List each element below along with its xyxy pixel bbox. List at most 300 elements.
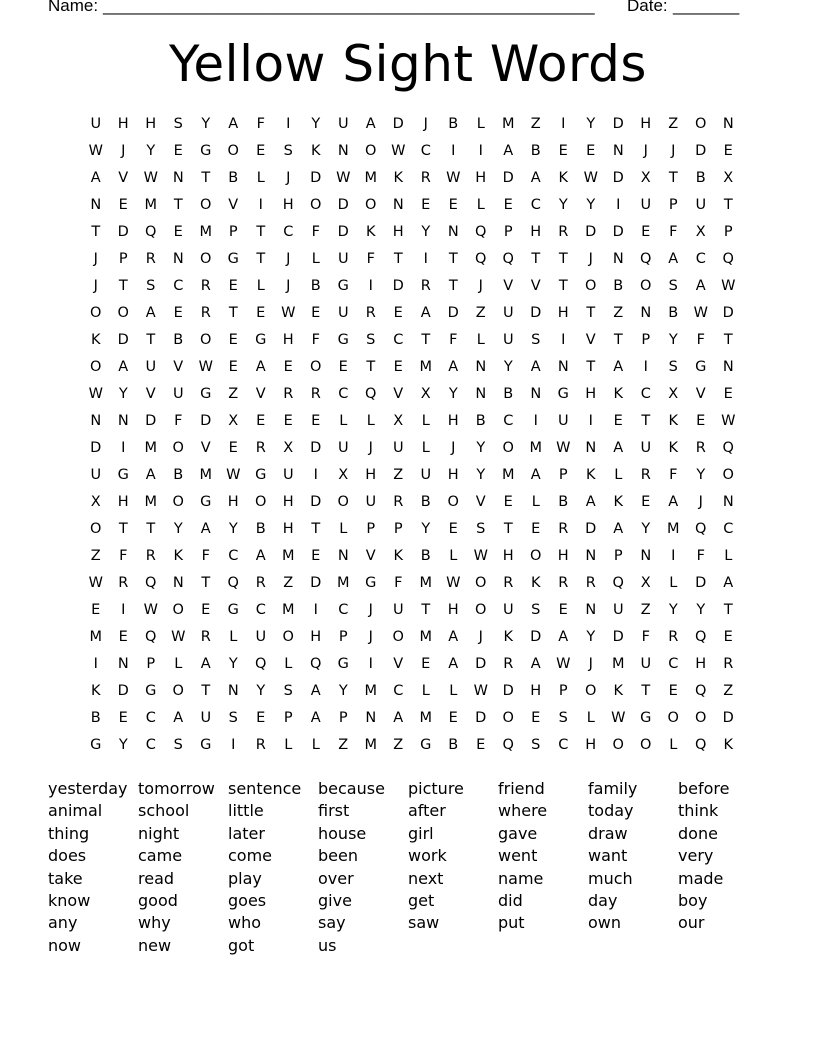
grid-letter: G (640, 710, 652, 726)
grid-letter: B (173, 467, 184, 483)
grid-letter: C (393, 332, 404, 348)
word-list-item: went (498, 846, 538, 866)
word-list-item: little (228, 801, 264, 821)
grid-letter: B (613, 278, 624, 294)
grid-letter: O (695, 116, 707, 132)
grid-letter: S (173, 737, 183, 753)
grid-letter: E (201, 602, 211, 618)
grid-letter: M (336, 575, 350, 591)
grid-letter: N (90, 413, 102, 429)
grid-letter: E (173, 224, 183, 240)
grid-letter: X (695, 224, 706, 240)
grid-letter: N (172, 251, 184, 267)
grid-letter: F (669, 467, 678, 483)
grid-letter: H (117, 494, 129, 510)
grid-letter: O (200, 251, 212, 267)
grid-letter: Z (228, 386, 239, 402)
grid-letter: T (201, 683, 211, 699)
grid-letter: D (145, 413, 157, 429)
grid-letter: C (558, 737, 569, 753)
word-list-item: came (138, 846, 183, 866)
grid-letter: A (173, 710, 184, 726)
grid-letter: U (640, 656, 652, 672)
word-list-item: night (138, 823, 180, 843)
grid-letter: H (640, 116, 652, 132)
grid-letter: Y (118, 737, 128, 753)
grid-letter: L (256, 278, 265, 294)
grid-letter: O (530, 548, 542, 564)
grid-letter: T (448, 278, 458, 294)
grid-letter: G (337, 332, 349, 348)
grid-letter: N (557, 359, 569, 375)
grid-letter: R (118, 575, 129, 591)
grid-letter: M (281, 602, 295, 618)
grid-letter: V (200, 440, 211, 456)
grid-letter: Q (145, 575, 157, 591)
grid-letter: O (117, 305, 129, 321)
grid-letter: E (393, 305, 403, 321)
grid-letter: M (419, 575, 432, 591)
grid-letter: T (228, 305, 238, 321)
grid-letter: T (118, 521, 128, 537)
grid-letter: T (311, 521, 321, 537)
grid-letter: D (310, 494, 322, 510)
grid-letter: K (310, 143, 321, 159)
grid-letter: V (393, 656, 404, 672)
grid-letter: W (611, 710, 626, 726)
grid-letter: D (695, 575, 707, 591)
grid-letter: P (338, 710, 348, 726)
grid-letter: N (365, 710, 377, 726)
grid-letter: E (421, 197, 431, 213)
grid-letter: E (723, 386, 733, 402)
grid-letter: K (613, 683, 623, 699)
grid-letter: N (722, 359, 734, 375)
name-line: ____________________________________________________ (103, 0, 595, 15)
grid-letter: E (283, 359, 293, 375)
grid-letter: H (282, 521, 294, 537)
grid-letter: L (614, 467, 623, 483)
grid-row (82, 354, 742, 381)
grid-row (82, 678, 742, 705)
grid-letter: Y (696, 602, 706, 618)
grid-letter: S (531, 602, 541, 618)
grid-letter: N (172, 170, 184, 186)
word-list-item: take (48, 868, 83, 888)
grid-letter: D (447, 305, 459, 321)
grid-letter: Z (723, 683, 734, 699)
grid-letter: A (255, 359, 266, 375)
grid-letter: Y (586, 629, 596, 645)
word-list-item: made (678, 868, 724, 888)
word-list-item: very (678, 846, 714, 866)
grid-letter: T (668, 170, 678, 186)
grid-letter: K (393, 548, 403, 564)
grid-letter: Z (90, 548, 101, 564)
grid-letter: B (558, 494, 569, 510)
grid-letter: V (228, 197, 239, 213)
grid-letter: K (173, 548, 183, 564)
word-list-item: today (588, 801, 634, 821)
grid-letter: X (723, 170, 734, 186)
grid-letter: E (173, 305, 183, 321)
grid-letter: V (530, 278, 541, 294)
grid-letter: S (283, 143, 293, 159)
grid-letter: S (146, 278, 156, 294)
grid-letter: W (473, 548, 488, 564)
grid-letter: O (172, 683, 184, 699)
grid-letter: L (174, 656, 183, 672)
grid-letter: J (93, 251, 98, 267)
grid-letter: M (89, 629, 102, 645)
grid-row (82, 624, 742, 651)
grid-letter: O (585, 278, 597, 294)
word-list-item: tomorrow (138, 779, 215, 798)
grid-row (82, 111, 742, 138)
grid-letter: U (337, 116, 349, 132)
grid-letter: A (200, 521, 211, 537)
grid-letter: A (530, 170, 541, 186)
grid-letter: O (310, 359, 322, 375)
grid-letter: H (585, 386, 597, 402)
grid-letter: R (503, 575, 514, 591)
grid-letter: E (448, 521, 458, 537)
grid-letter: T (421, 332, 431, 348)
grid-letter: T (641, 683, 651, 699)
grid-letter: H (447, 467, 459, 483)
grid-letter: B (228, 170, 239, 186)
grid-letter: P (366, 521, 376, 537)
grid-letter: G (200, 494, 212, 510)
grid-letter: L (311, 737, 320, 753)
grid-letter: O (640, 737, 652, 753)
grid-letter: O (502, 710, 514, 726)
grid-letter: Z (668, 116, 679, 132)
grid-letter: O (200, 332, 212, 348)
grid-letter: Y (338, 683, 348, 699)
grid-letter: E (668, 683, 678, 699)
grid-letter: A (530, 656, 541, 672)
grid-letter: C (723, 521, 734, 537)
word-list-item: because (318, 779, 385, 798)
grid-letter: Q (475, 251, 487, 267)
grid-letter: O (475, 602, 487, 618)
grid-letter: I (313, 602, 318, 618)
grid-letter: N (392, 197, 404, 213)
grid-letter: V (475, 494, 486, 510)
grid-letter: G (200, 143, 212, 159)
grid-letter: E (173, 143, 183, 159)
grid-letter: R (255, 737, 266, 753)
grid-letter: U (420, 467, 432, 483)
grid-letter: O (502, 440, 514, 456)
grid-letter: M (501, 467, 515, 483)
grid-letter: E (311, 548, 321, 564)
grid-letter: F (669, 224, 678, 240)
grid-letter: O (365, 197, 377, 213)
grid-letter: D (612, 116, 624, 132)
word-list-item: over (318, 868, 354, 888)
grid-letter: D (530, 305, 542, 321)
grid-letter: J (368, 602, 373, 618)
word-list-item: girl (408, 823, 434, 843)
word-list-item: been (318, 846, 358, 866)
grid-letter: T (366, 359, 376, 375)
grid-letter: R (310, 386, 321, 402)
grid-letter: F (174, 413, 183, 429)
grid-letter: I (313, 467, 318, 483)
grid-letter: L (586, 710, 595, 726)
grid-letter: G (200, 737, 212, 753)
grid-letter: D (475, 710, 487, 726)
grid-letter: C (283, 224, 294, 240)
grid-letter: T (256, 224, 266, 240)
grid-letter: J (368, 629, 373, 645)
grid-letter: B (448, 737, 459, 753)
grid-letter: A (613, 440, 624, 456)
grid-letter: O (612, 737, 624, 753)
grid-letter: I (231, 737, 236, 753)
grid-letter: U (90, 116, 102, 132)
grid-letter: G (227, 251, 239, 267)
grid-letter: Y (476, 467, 486, 483)
grid-letter: W (171, 629, 186, 645)
grid-letter: U (337, 305, 349, 321)
grid-letter: P (146, 656, 156, 672)
grid-letter: Y (228, 656, 238, 672)
grid-letter: L (476, 332, 485, 348)
grid-letter: C (695, 251, 706, 267)
grid-letter: M (144, 440, 157, 456)
grid-letter: A (90, 170, 101, 186)
grid-letter: B (420, 494, 431, 510)
word-list-item: want (588, 846, 628, 866)
grid-letter: O (90, 305, 102, 321)
grid-letter: G (695, 359, 707, 375)
grid-letter: T (448, 251, 458, 267)
word-list-item: play (228, 868, 262, 888)
grid-row (82, 435, 742, 462)
grid-letter: U (172, 386, 184, 402)
grid-letter: L (724, 548, 733, 564)
grid-letter: B (255, 521, 266, 537)
word-list-item: got (228, 935, 255, 955)
grid-letter: C (173, 278, 184, 294)
grid-letter: A (365, 116, 376, 132)
grid-letter: C (530, 197, 541, 213)
grid-letter: W (143, 170, 158, 186)
word-list-item: why (138, 913, 171, 933)
grid-letter: A (530, 467, 541, 483)
word-list-item: does (48, 846, 87, 866)
grid-letter: H (502, 548, 514, 564)
grid-letter: V (503, 278, 514, 294)
grid-letter: P (723, 224, 733, 240)
grid-letter: F (119, 548, 128, 564)
grid-letter: M (364, 170, 377, 186)
grid-letter: A (393, 710, 404, 726)
grid-letter: E (338, 359, 348, 375)
grid-letter: A (558, 629, 569, 645)
grid-letter: R (393, 494, 404, 510)
grid-letter: J (368, 440, 373, 456)
word-list-item: school (138, 801, 190, 821)
grid-letter: E (696, 413, 706, 429)
grid-row (82, 489, 742, 516)
grid-letter: T (531, 251, 541, 267)
grid-letter: Z (640, 602, 651, 618)
grid-letter: V (393, 386, 404, 402)
grid-letter: U (200, 710, 212, 726)
grid-letter: T (558, 251, 568, 267)
grid-letter: L (229, 629, 238, 645)
grid-letter: C (503, 413, 514, 429)
grid-letter: D (695, 143, 707, 159)
grid-letter: W (281, 305, 296, 321)
grid-letter: D (502, 170, 514, 186)
grid-letter: N (585, 602, 597, 618)
grid-letter: D (722, 305, 734, 321)
grid-letter: R (200, 305, 211, 321)
grid-letter: H (117, 116, 129, 132)
date-label: Date: (627, 0, 668, 15)
grid-letter: A (503, 143, 514, 159)
grid-letter: M (281, 548, 295, 564)
grid-letter: R (558, 224, 569, 240)
grid-letter: Q (502, 737, 514, 753)
grid-letter: O (227, 143, 239, 159)
word-list-item: later (228, 823, 265, 843)
grid-letter: L (476, 116, 485, 132)
grid-letter: G (557, 386, 569, 402)
word-list-item: family (588, 779, 638, 798)
grid-letter: W (88, 575, 103, 591)
grid-letter: S (558, 710, 568, 726)
grid-letter: L (669, 575, 678, 591)
grid-letter: E (283, 413, 293, 429)
grid-letter: X (420, 386, 431, 402)
grid-letter: S (668, 359, 678, 375)
grid-letter: P (393, 521, 403, 537)
grid-letter: A (145, 467, 156, 483)
grid-letter: L (311, 251, 320, 267)
grid-letter: R (283, 386, 294, 402)
grid-letter: G (117, 467, 129, 483)
grid-letter: N (585, 440, 597, 456)
grid-letter: A (448, 359, 459, 375)
word-list-item: picture (408, 779, 464, 798)
grid-letter: J (286, 251, 291, 267)
grid-letter: I (616, 197, 621, 213)
grid-letter: B (90, 710, 101, 726)
grid-letter: Y (696, 467, 706, 483)
grid-letter: M (199, 224, 212, 240)
grid-row (82, 219, 742, 246)
grid-letter: E (421, 656, 431, 672)
grid-letter: T (723, 197, 733, 213)
grid-letter: L (256, 170, 265, 186)
grid-letter: U (337, 251, 349, 267)
grid-letter: U (557, 413, 569, 429)
grid-letter: Y (668, 332, 678, 348)
word-list-item: day (588, 891, 618, 910)
grid-letter: J (671, 143, 676, 159)
grid-letter: Y (146, 143, 156, 159)
grid-letter: T (641, 413, 651, 429)
grid-letter: G (255, 467, 267, 483)
grid-letter: Y (421, 224, 431, 240)
grid-letter: J (451, 440, 456, 456)
grid-letter: Z (393, 467, 404, 483)
grid-letter: H (392, 224, 404, 240)
grid-letter: C (640, 386, 651, 402)
grid-letter: A (530, 359, 541, 375)
grid-row (82, 516, 742, 543)
grid-letter: D (585, 224, 597, 240)
grid-letter: E (586, 143, 596, 159)
grid-letter: A (420, 305, 431, 321)
grid-letter: E (228, 359, 238, 375)
grid-letter: V (145, 386, 156, 402)
grid-letter: E (503, 197, 513, 213)
grid-letter: I (561, 116, 566, 132)
grid-letter: N (172, 575, 184, 591)
word-list-item: say (318, 913, 346, 933)
grid-letter: S (228, 710, 238, 726)
grid-letter: I (451, 143, 456, 159)
grid-letter: C (420, 143, 431, 159)
grid-letter: M (144, 197, 157, 213)
grid-letter: Q (145, 629, 157, 645)
grid-letter: C (145, 710, 156, 726)
grid-letter: Q (695, 629, 707, 645)
grid-letter: M (199, 467, 212, 483)
grid-letter: K (90, 332, 101, 348)
grid-letter: P (118, 251, 128, 267)
grid-letter: W (88, 386, 103, 402)
grid-letter: O (640, 278, 652, 294)
grid-letter: L (669, 737, 678, 753)
grid-letter: A (200, 656, 211, 672)
grid-letter: V (695, 386, 706, 402)
grid-letter: S (173, 116, 183, 132)
grid-letter: A (723, 575, 734, 591)
word-list-item: put (498, 913, 525, 933)
grid-letter: T (201, 575, 211, 591)
grid-letter: D (117, 332, 129, 348)
grid-letter: C (145, 737, 156, 753)
grid-letter: M (419, 359, 432, 375)
grid-letter: D (392, 116, 404, 132)
grid-letter: Y (641, 521, 651, 537)
word-list-item: name (498, 868, 544, 888)
grid-letter: D (310, 170, 322, 186)
grid-letter: Y (668, 602, 678, 618)
grid-letter: A (448, 629, 459, 645)
grid-letter: U (502, 305, 514, 321)
grid-letter: G (337, 278, 349, 294)
grid-letter: I (286, 116, 291, 132)
grid-letter: M (611, 656, 625, 672)
grid-letter: R (145, 251, 156, 267)
grid-letter: E (118, 710, 128, 726)
grid-letter: R (200, 629, 211, 645)
grid-letter: U (365, 494, 377, 510)
word-list-item: saw (408, 913, 440, 933)
grid-letter: K (530, 575, 541, 591)
grid-letter: V (365, 548, 376, 564)
grid-letter: L (284, 656, 293, 672)
